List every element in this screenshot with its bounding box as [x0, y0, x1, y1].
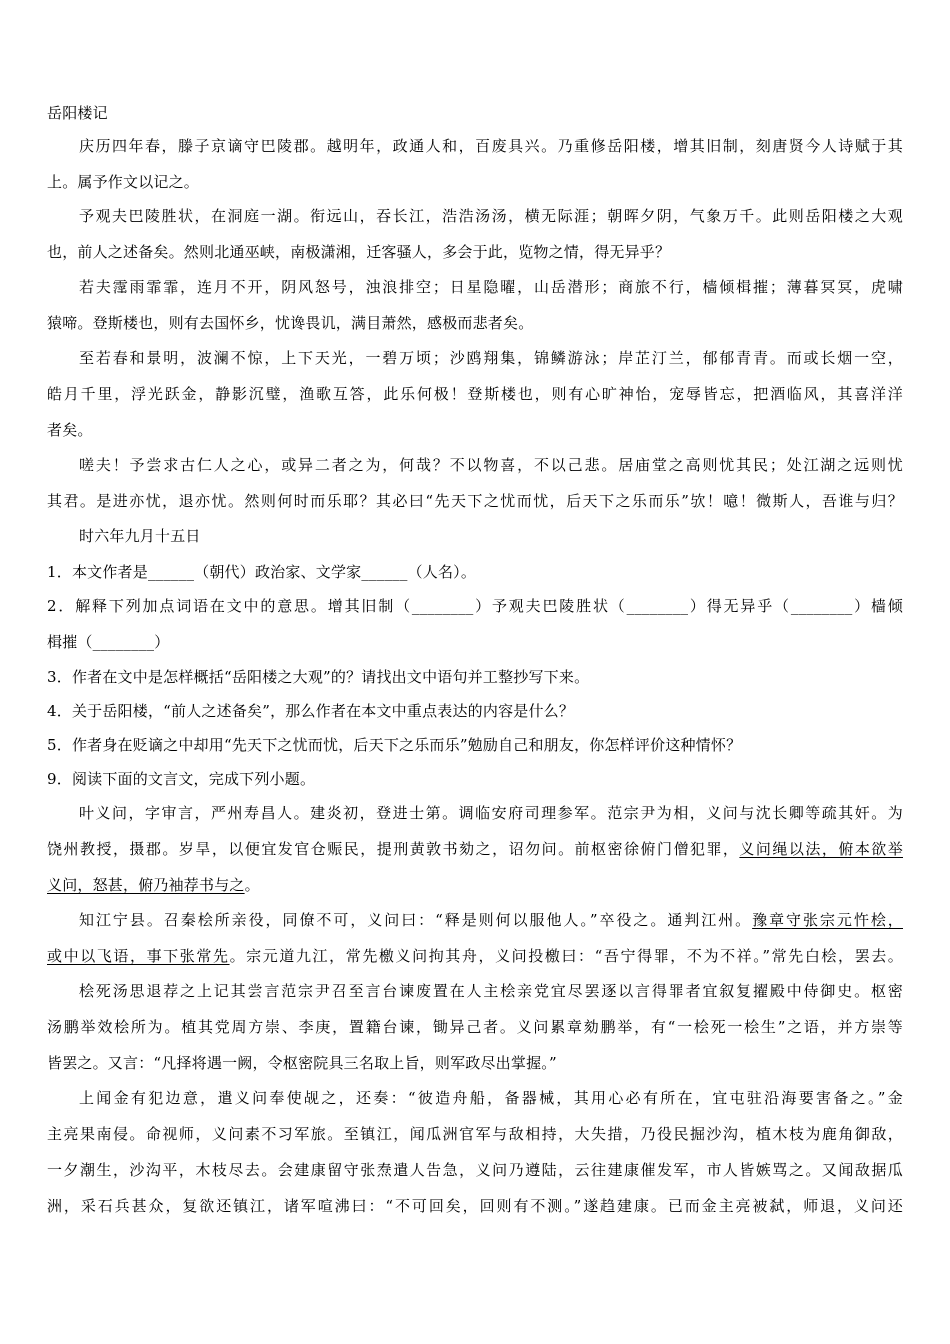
plain-text: 知江宁县。召秦桧所亲役，同僚不可，义问曰：“释是则何以服他人。”卒役之。通判江州。 — [79, 911, 753, 929]
underlined-sentence: 或中以飞语，事下张常先 — [47, 947, 230, 965]
question-9: 9．阅读下面的文言文，完成下列小题。 — [47, 770, 316, 788]
essay-paragraph-4-line-2: 皓月千里，浮光跃金，静影沉璧，渔歌互答，此乐何极！登斯楼也，则有心旷神怡，宠辱皆忘，把酒临风，其喜洋洋 — [47, 385, 903, 403]
underlined-sentence: 义问，怒甚，俯乃袖荐书与之 — [47, 876, 245, 894]
passage2-paragraph-1-line-1: 叶义问，字审言，严州寿昌人。建炎初，登进士第。调临安府司理参军。范宗尹为相，义问与沈长卿等疏其奸。为 — [79, 804, 903, 822]
passage2-paragraph-2-line-1 — [79, 910, 903, 930]
essay-paragraph-1-line-1: 庆历四年春，滕子京谪守巴陵郡。越明年，政通人和，百废具兴。乃重修岳阳楼，增其旧制，刻唐贤今人诗赋于其 — [79, 137, 903, 155]
essay-paragraph-4-line-1: 至若春和景明，波澜不惊，上下天光，一碧万顷；沙鸥翔集，锦鳞游泳；岸芷汀兰，郁郁青青。而或长烟一空， — [79, 349, 903, 367]
essay-paragraph-3-line-2: 猿啼。登斯楼也，则有去国怀乡，忧谗畏讥，满目萧然，感极而悲者矣。 — [47, 314, 534, 332]
passage2-paragraph-4-line-2: 主亮果南侵。命视师，义问素不习军旅。至镇江，闻瓜洲官军与敌相持，大失措，乃役民掘沙沟，植木枝为鹿角御敌， — [47, 1125, 903, 1143]
question-5: 5．作者身在贬谪之中却用“先天下之忧而忧，后天下之乐而乐”勉励自己和朋友，你怎样评价这种情怀？ — [47, 736, 742, 754]
essay-paragraph-2-line-2: 也，前人之述备矣。然则北通巫峡，南极潇湘，迁客骚人，多会于此，览物之情，得无异乎？ — [47, 243, 671, 261]
question-2-line-1: 2．解释下列加点词语在文中的意思。增其旧制（________）予观夫巴陵胜状（________）得无异乎（________）樯倾 — [47, 597, 903, 615]
passage2-paragraph-3-line-1: 桧死汤思退荐之上记其尝言范宗尹召至言台谏废置在人主桧亲党宜尽罢逐以言得罪者宜叙复擢殿中侍御史。枢密 — [79, 982, 903, 1000]
plain-text: 。宗元道九江，常先檄义问拘其舟，义问投檄曰：“吾宁得罪，不为不祥。”常先白桧，罢去。 — [229, 947, 904, 965]
essay-paragraph-1-line-2: 上。属予作文以记之。 — [47, 173, 200, 191]
passage2-paragraph-4-line-1: 上闻金有犯边意，遣义问奉使觇之，还奏：“彼造舟船，备器械，其用心必有所在，宜屯驻沿海要害备之。”金 — [79, 1089, 903, 1107]
passage2-paragraph-4-line-3: 一夕潮生，沙沟平，木枝尽去。会建康留守张焘遣人告急，义问乃遵陆，云往建康催发军，市人皆嫉骂之。又闻敌据瓜 — [47, 1161, 903, 1179]
question-1: 1．本文作者是______（朝代）政治家、文学家______（人名）。 — [47, 563, 477, 581]
passage2-paragraph-4-line-4: 洲，采石兵甚众，复欲还镇江，诸军喧沸曰：“不可回矣，回则有不测。”遂趋建康。已而金主亮被弑，师退，义问还 — [47, 1197, 903, 1215]
question-2-line-2: 楫摧（________） — [47, 633, 170, 651]
essay-paragraph-2-line-1: 予观夫巴陵胜状，在洞庭一湖。衔远山，吞长江，浩浩汤汤，横无际涯；朝晖夕阴，气象万千。此则岳阳楼之大观 — [79, 207, 903, 225]
essay-paragraph-5-line-2: 其君。是进亦忧，退亦忧。然则何时而乐耶？其必曰“先天下之忧而忧，后天下之乐而乐”欤！噫！微斯人，吾谁与归？ — [47, 492, 903, 510]
essay-paragraph-5-line-1: 嗟夫！予尝求古仁人之心，或异二者之为，何哉？不以物喜，不以己悲。居庙堂之高则忧其民；处江湖之远则忧 — [79, 456, 903, 474]
underlined-sentence: 义问绳以法，俯本欲举 — [739, 840, 903, 858]
passage2-paragraph-3-line-3: 皆罢之。又言：“凡择将遇一阙，令枢密院具三名取上旨，则军政尽出掌握。” — [47, 1054, 557, 1072]
plain-text: 。 — [244, 876, 260, 894]
essay-date: 时六年九月十五日 — [79, 527, 201, 545]
essay-paragraph-3-line-1: 若夫霪雨霏霏，连月不开，阴风怒号，浊浪排空；日星隐曜，山岳潜形；商旅不行，樯倾楫摧；薄暮冥冥，虎啸 — [79, 278, 903, 296]
question-3: 3．作者在文中是怎样概括“岳阳楼之大观”的？请找出文中语句并工整抄写下来。 — [47, 668, 590, 686]
passage2-paragraph-2-line-2 — [47, 946, 903, 966]
essay-paragraph-4-line-3: 者矣。 — [47, 421, 93, 439]
question-4: 4．关于岳阳楼，“前人之述备矣”，那么作者在本文中重点表达的内容是什么？ — [47, 702, 575, 720]
plain-text: 饶州教授，摄郡。岁旱，以便宜发官仓赈民，提刑黄敦书劾之，诏勿问。前枢密徐俯门僧犯罪， — [47, 840, 740, 858]
essay-title: 岳阳楼记 — [47, 104, 108, 122]
passage2-paragraph-3-line-2: 汤鹏举效桧所为。植其党周方崇、李庚，置籍台谏，锄异己者。义问累章劾鹏举，有“一桧死一桧生”之语，并方崇等 — [47, 1018, 903, 1036]
underlined-sentence: 豫章守张宗元忤桧， — [752, 911, 903, 929]
passage2-paragraph-1-line-3 — [47, 875, 260, 895]
passage2-paragraph-1-line-2 — [47, 839, 903, 859]
